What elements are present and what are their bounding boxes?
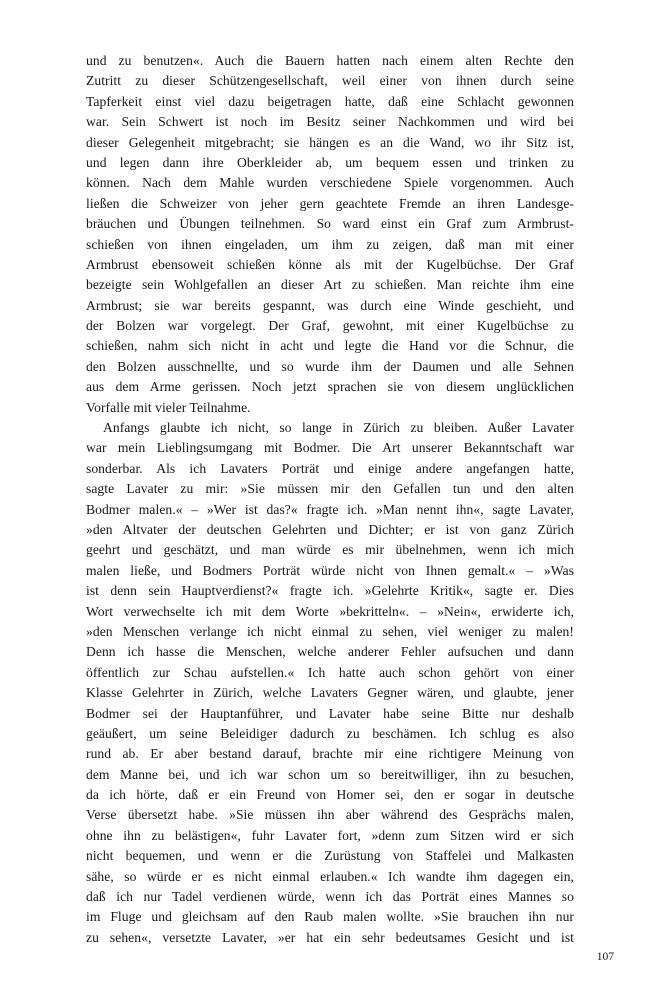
text-line: Anfangs glaubte ich nicht, so lange in Zürich zu bleiben. Außer Lavater <box>103 420 574 436</box>
text-line: Denn ich hasse die Menschen, welche anderer Fehler aufsuchen und dann <box>86 644 574 660</box>
text-line: war. Sein Schwert ist noch im Besitz seiner Nachkommen und wird bei <box>86 114 574 130</box>
text-line: Vorfalle mit vieler Teilnahme. <box>86 399 251 415</box>
text-line: und zu benutzen«. Auch die Bauern hatten nach einem alten Rechte den <box>86 53 574 68</box>
text-line: schießen, nahm sich nicht in acht und legte die Hand vor die Schnur, die <box>86 338 574 354</box>
text-line: rund ab. Er aber bestand darauf, brachte mir eine richtigere Meinung von <box>86 746 574 762</box>
text-line: Bodmer sei der Hauptanführer, und Lavater habe seine Bitte nur deshalb <box>86 705 574 721</box>
text-line: Bodmer malen.« – »Wer ist das?« fragte ich. »Man nennt ihn«, sagte Lavater, <box>86 501 574 517</box>
text-line: ohne ihn zu belästigen«, fuhr Lavater fort, »denn zum Sitzen wird er sich <box>86 827 574 843</box>
text-line: können. Nach dem Mahle wurden verschiedene Spiele vorgenommen. Auch <box>86 175 574 191</box>
text-line: geehrt und geschätzt, und man würde es mir übelnehmen, wenn ich mich <box>86 542 574 558</box>
text-line: bräuchen und Übungen teilnehmen. So ward einst ein Graf zum Armbrust- <box>86 216 574 232</box>
text-line: bezeigte sein Wohlgefallen an dieser Art zu schießen. Man reichte ihm eine <box>86 277 574 293</box>
text-line: ist denn sein Hauptverdienst?« fragte ich. »Gelehrte Kritik«, sagte er. Dies <box>86 583 574 599</box>
text-line: dem Manne bei, und ich war schon um so bereitwilliger, ihn zu besuchen, <box>86 766 574 782</box>
page-number: 107 <box>596 951 614 963</box>
text-line: malen ließe, und Bodmers Porträt würde nicht von Ihnen gemalt.« – »Was <box>86 562 574 578</box>
text-line: aus dem Arme gerissen. Noch jetzt sprachen sie von diesem unglücklichen <box>86 379 574 395</box>
text-line: daß ich nur Tadel verdienen würde, wenn ich das Porträt eines Mannes so <box>86 889 574 905</box>
text-line: dieser Gelegenheit mitgebracht; sie hängen es an die Wand, wo ihr Sitz ist, <box>86 134 574 150</box>
text-line: Verse übersetzt habe. »Sie müssen ihn aber während des Gesprächs malen, <box>86 807 574 823</box>
text-line: geäußert, um seine Beleidiger dadurch zu beschämen. Ich schlug es also <box>86 725 574 741</box>
text-line: sagte Lavater zu mir: »Sie müssen mir den Gefallen tun und den alten <box>86 481 574 497</box>
text-line: »den Altvater der deutschen Gelehrten und Dichter; er ist von ganz Zürich <box>86 521 574 537</box>
text-line: ließen die Schweizer von jeher gern geachtete Fremde an ihren Landesge- <box>86 195 574 211</box>
text-line: sonderbar. Als ich Lavaters Porträt und einige andere angefangen hatte, <box>86 460 574 476</box>
text-line: den Bolzen ausschnellte, und so wurde ihm der Daumen und alle Sehnen <box>86 358 574 374</box>
text-line: da ich hörte, daß er ein Freund von Homer sei, den er sogar in deutsche <box>86 787 574 803</box>
text-line: öffentlich zur Schau aufstellen.« Ich hatte auch schon gehört von einer <box>86 664 574 680</box>
text-line: Tapferkeit einst viel dazu beigetragen hatte, daß eine Schlacht gewonnen <box>86 93 574 109</box>
text-line: war mein Lieblingsumgang mit Bodmer. Die Art unserer Bekanntschaft war <box>86 440 574 456</box>
paragraph <box>86 51 574 418</box>
text-line: zu sehen«, versetzte Lavater, »er hat ein sehr bedeutsames Gesicht und ist <box>86 929 574 945</box>
paragraph <box>86 418 574 948</box>
text-line: Armbrust ebensoweit schießen könne als mit der Kugelbüchse. Der Graf <box>86 256 574 272</box>
text-line: Wort verwechselte ich mit dem Worte »bekritteln«. – »Nein«, erwiderte ich, <box>86 603 574 619</box>
text-block <box>86 51 574 948</box>
text-line: Klasse Gelehrter in Zürich, welche Lavaters Gegner wären, und glaubte, jener <box>86 685 574 701</box>
text-line: sähe, so würde er es nicht einmal erlauben.« Ich wandte ihm dagegen ein, <box>86 868 574 884</box>
text-line: »den Menschen verlange ich nicht einmal zu sehen, viel weniger zu malen! <box>86 623 574 639</box>
text-line: Zutritt zu dieser Schützengesellschaft, weil einer von ihnen durch seine <box>86 73 574 89</box>
text-line: nicht bequemen, und wenn er die Zurüstung von Staffelei und Malkasten <box>86 848 574 864</box>
text-line: im Fluge und gleichsam auf den Raub malen wollte. »Sie brauchen ihn nur <box>86 909 574 925</box>
text-line: der Bolzen war vorgelegt. Der Graf, gewohnt, mit einer Kugelbüchse zu <box>86 318 574 334</box>
text-line: und legen dann ihre Oberkleider ab, um bequem essen und trinken zu <box>86 154 574 170</box>
text-line: schießen von ihnen eingeladen, um ihm zu zeigen, daß man mit einer <box>86 236 574 252</box>
text-line: Armbrust; sie war bereits gespannt, was durch eine Winde geschieht, und <box>86 297 574 313</box>
